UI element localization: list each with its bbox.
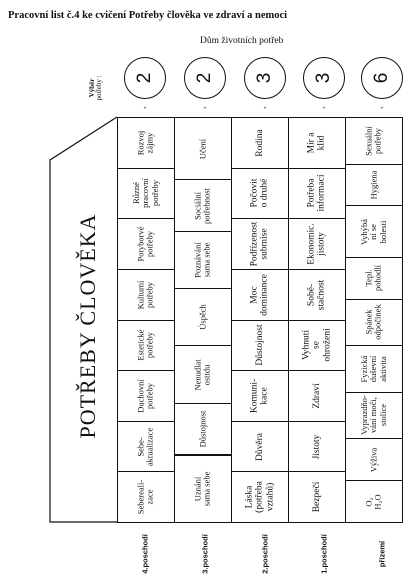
need-label: Duchovní potřeby: [135, 379, 155, 413]
need-cell: [288, 218, 346, 270]
need-label: Sociální potřebnost: [192, 187, 212, 224]
need-cell: [288, 168, 346, 220]
need-cell: [231, 421, 289, 473]
need-label: Kulturní potřeby: [135, 280, 155, 310]
need-label: Spánek odpočinek: [363, 304, 383, 341]
need-cell: [174, 117, 232, 180]
need-cell: [231, 117, 289, 169]
selection-dash: -: [322, 102, 326, 112]
selection-number: 2: [134, 72, 155, 84]
need-cell: [231, 168, 289, 220]
need-cell: [231, 269, 289, 321]
need-label: Ekonomic. jistoty: [306, 223, 327, 265]
need-label: Seberealí- zace: [135, 479, 155, 515]
need-cell: [117, 320, 175, 372]
need-cell: [345, 205, 403, 257]
selection-label-line2: potřeby :: [95, 75, 103, 101]
need-label: Úspěch: [197, 304, 208, 331]
need-cell: [345, 257, 403, 300]
need-label: Bezpečí: [311, 481, 322, 513]
need-cell: [288, 421, 346, 473]
need-cell: [174, 403, 232, 456]
need-label: Různé pracovní potřeby: [130, 178, 160, 209]
selection-dash: -: [143, 102, 147, 112]
need-cell: [288, 269, 346, 321]
need-label: Poznávání sama sebe: [192, 242, 212, 278]
need-cell: [288, 471, 346, 523]
selection-dash: -: [380, 102, 384, 112]
need-label: Rodina: [254, 129, 265, 157]
floor-label: 2.poschodí: [260, 534, 270, 574]
selection-number: 2: [194, 72, 215, 84]
need-cell: [174, 288, 232, 346]
worksheet-title: Pracovní list č.4 ke cvičení Potřeby člověka ve zdraví a nemoci: [8, 10, 288, 21]
need-cell: [345, 345, 403, 393]
need-label: Potřeba informací: [306, 174, 327, 212]
need-label: Sobě- stačnost: [306, 279, 327, 310]
need-label: Zdraví: [311, 383, 322, 409]
need-cell: [117, 370, 175, 422]
need-label: Důvěra: [254, 432, 265, 461]
need-label: Komuni- kace: [249, 378, 270, 414]
need-label: Uznání sama sebe: [192, 471, 212, 507]
need-cell: [345, 299, 403, 347]
need-cell: [174, 179, 232, 232]
need-cell: [345, 480, 403, 523]
need-cell: [231, 218, 289, 270]
selection-number: 3: [313, 72, 334, 84]
need-cell: [117, 471, 175, 523]
need-cell: [117, 117, 175, 169]
need-cell: [231, 320, 289, 372]
need-cell: [174, 345, 232, 403]
worksheet-subtitle: Dům životních potřeb: [200, 36, 284, 46]
selection-number: 6: [371, 72, 392, 84]
need-label: Učení: [197, 138, 208, 159]
need-label: Důstojnost: [197, 410, 208, 448]
need-label: Potyborvé potřeby: [135, 226, 155, 262]
need-cell: [117, 168, 175, 220]
need-label: Jistoty: [311, 434, 322, 459]
need-cell: [231, 471, 289, 523]
need-cell: [288, 117, 346, 169]
need-label: Estetické potřeby: [135, 329, 155, 361]
need-cell: [117, 218, 175, 270]
need-cell: [174, 231, 232, 289]
need-label: Důstojnost: [254, 324, 265, 366]
need-cell: [345, 117, 403, 165]
need-label: Vyprazdňo- vání moči, stolice: [358, 395, 388, 436]
floor-label: 1.poschodí: [319, 534, 329, 574]
selection-dash: -: [203, 102, 207, 112]
need-label: Rozvoj zájmy: [135, 130, 155, 156]
floor-label: 4.poschodí: [140, 534, 150, 574]
floor-label: přízemí: [377, 540, 387, 568]
need-cell: [117, 421, 175, 473]
need-cell: [117, 269, 175, 321]
need-label: Nenudlat osttdu: [192, 358, 212, 391]
need-cell: [345, 392, 403, 440]
selection-label-line1: Výběr: [88, 78, 96, 98]
need-label: Láska (potřeba vztahů): [244, 481, 276, 514]
need-cell: [288, 370, 346, 422]
need-label: Tepl. pohodlí: [363, 265, 383, 292]
need-cell: [231, 370, 289, 422]
need-label: Vyhýbá ní se bolesti: [358, 218, 388, 245]
need-label: Sebe- aktualizace: [135, 427, 155, 466]
need-label: Podřízenost submise: [249, 221, 270, 267]
need-label: Mír a klid: [306, 132, 327, 154]
selection-dash: -: [263, 102, 267, 112]
roof-title: POTŘEBY ČLOVĚKA: [75, 213, 100, 439]
need-label: Moc dominance: [249, 273, 270, 316]
need-cell: [174, 455, 232, 524]
selection-number: 3: [254, 72, 275, 84]
need-label: Sexuální potřeby: [363, 125, 383, 156]
need-label: Výživa: [368, 447, 379, 472]
need-label: Hygiena: [368, 170, 379, 200]
need-cell: [288, 320, 346, 372]
need-label: O₂ H₂O: [363, 493, 383, 510]
need-label: Fyzická duševní aktivita: [358, 355, 388, 383]
need-cell: [345, 164, 403, 207]
need-label: Počovit o druhé: [249, 178, 270, 208]
need-label: Vyhnutí se ohrožení: [301, 328, 333, 362]
floor-label: 3.poschodí: [200, 534, 210, 574]
need-cell: [345, 438, 403, 481]
